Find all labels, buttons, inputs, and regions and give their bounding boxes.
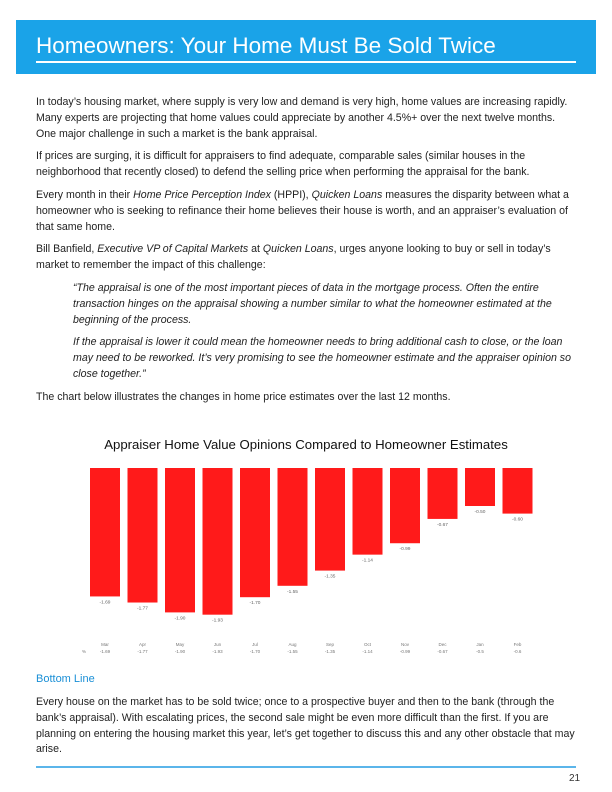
table-row-label: % [82, 649, 87, 654]
hppi-index-name: Home Price Perception Index [133, 188, 271, 201]
bar-sep [315, 468, 345, 571]
table-value-label: -1.93 [212, 649, 223, 654]
category-label: Oct [363, 642, 372, 647]
table-value-label: -0.99 [399, 649, 411, 654]
bar-jun [203, 468, 233, 615]
bar-mar [90, 468, 120, 596]
table-value-label: -0.6 [513, 649, 522, 654]
paragraph-banfield [36, 242, 576, 274]
table-value-label: -1.55 [287, 649, 298, 654]
bar-value-label: -0.67 [437, 522, 448, 528]
bar-feb [503, 468, 533, 514]
category-label: Jan [476, 642, 484, 647]
category-label: Feb [513, 642, 522, 647]
bottom-line-heading: Bottom Line [36, 673, 95, 685]
banfield-text-c: , urges anyone looking to buy or sell in today’s market to remember the impact of this challenge: [36, 243, 551, 272]
hppi-text-c: measures the disparity between what a homeowner who is seeking to refinance their home believes their house is worth, and an appraiser’s evaluation of that same home. [36, 188, 569, 233]
table-value-label: -1.77 [137, 649, 148, 654]
bar-value-label: -1.90 [174, 616, 186, 622]
bar-value-label: -0.50 [474, 510, 486, 515]
bar-value-label: -1.93 [212, 618, 223, 624]
bar-value-label: -1.77 [137, 606, 148, 612]
table-value-label: -1.90 [174, 649, 186, 654]
bottom-line-text: Every house on the market has to be sold twice; once to a prospective buyer and then to the bank (through the bank’s appraisal). With escalating prices, the second sale might be even more difficult than the first. If you are planning on entering the housing market this year, let’s get together to discuss this and any other obstacle that may arise. [36, 696, 575, 756]
title-underline [36, 61, 576, 63]
banfield-text-b: at [248, 243, 263, 256]
hppi-text-b: (HPPI), [270, 188, 312, 201]
table-value-label: -0.5 [476, 649, 484, 654]
table-value-label: -1.70 [249, 649, 261, 654]
table-value-label: -1.35 [324, 649, 336, 654]
bar-value-label: -1.55 [287, 589, 298, 595]
category-label: Nov [400, 642, 410, 647]
page-title: Homeowners: Your Home Must Be Sold Twice [36, 33, 496, 58]
bar-dec [428, 468, 458, 519]
bar-jan [465, 468, 495, 506]
bar-may [165, 468, 195, 612]
banfield-company: Quicken Loans [262, 243, 334, 256]
paragraph-chart-intro: The chart below illustrates the changes in home price estimates over the last 12 months. [36, 390, 451, 403]
category-label: May [175, 642, 185, 647]
bar-chart [78, 462, 548, 662]
hppi-company-name: Quicken Loans [311, 188, 383, 201]
bar-apr [128, 468, 158, 603]
bar-jul [240, 468, 270, 597]
bar-nov [390, 468, 420, 543]
category-label: Sep [325, 642, 335, 647]
table-value-label: -1.14 [362, 649, 373, 654]
table-value-label: -0.67 [437, 649, 448, 654]
category-label: Aug [288, 642, 297, 647]
bar-value-label: -1.70 [249, 601, 261, 607]
chart-title: Appraiser Home Value Opinions Compared to Homeowner Estimates [104, 437, 508, 452]
category-label: Jun [213, 642, 222, 647]
quote-paragraph-2: If the appraisal is lower it could mean the homeowner needs to bring additional cash to close, or the loan may need to be reworked. It’s very promising to see the homeowner estimate and the appraiser opinion so close together.” [73, 336, 571, 380]
hppi-text-a: Every month in their [36, 188, 134, 201]
footer-rule [36, 766, 576, 768]
page-number: 21 [569, 773, 581, 784]
article-body [36, 95, 576, 413]
paragraph-hppi [36, 188, 576, 235]
quote-paragraph-1: “The appraisal is one of the most important pieces of data in the mortgage process. Often the entire transaction hinges on the appraisal showing a number similar to what the homeowner estimated at the beginning of the process. [73, 281, 552, 326]
paragraph-appraisal-difficulty: If prices are surging, it is difficult for appraisers to find adequate, comparable sales (similar houses in the neighborhood that recently closed) to defend the selling price when performing the appraisal for the bank. [36, 150, 530, 179]
bar-value-label: -0.60 [512, 517, 523, 523]
header-banner [16, 20, 596, 74]
bar-oct [353, 468, 383, 555]
category-label: Jul [252, 642, 258, 647]
banfield-text-a: Bill Banfield, [36, 243, 98, 256]
bar-value-label: -0.99 [399, 547, 411, 553]
bar-value-label: -1.69 [99, 600, 111, 606]
category-label: Apr [138, 642, 147, 647]
banfield-title: Executive VP of Capital Markets [97, 243, 249, 256]
paragraph-intro: In today’s housing market, where supply is very low and demand is very high, home values are increasing rapidly. Many experts are projecting that home values could appreciate by another 4.5%+ over the next twelve months. One major challenge in such a market is the bank appraisal. [36, 96, 568, 140]
bar-value-label: -1.14 [362, 558, 373, 564]
table-value-label: -1.69 [99, 649, 111, 654]
bar-aug [278, 468, 308, 586]
category-label: Dec [438, 642, 447, 647]
bar-value-label: -1.35 [324, 574, 336, 580]
category-label: Mar [101, 642, 109, 647]
